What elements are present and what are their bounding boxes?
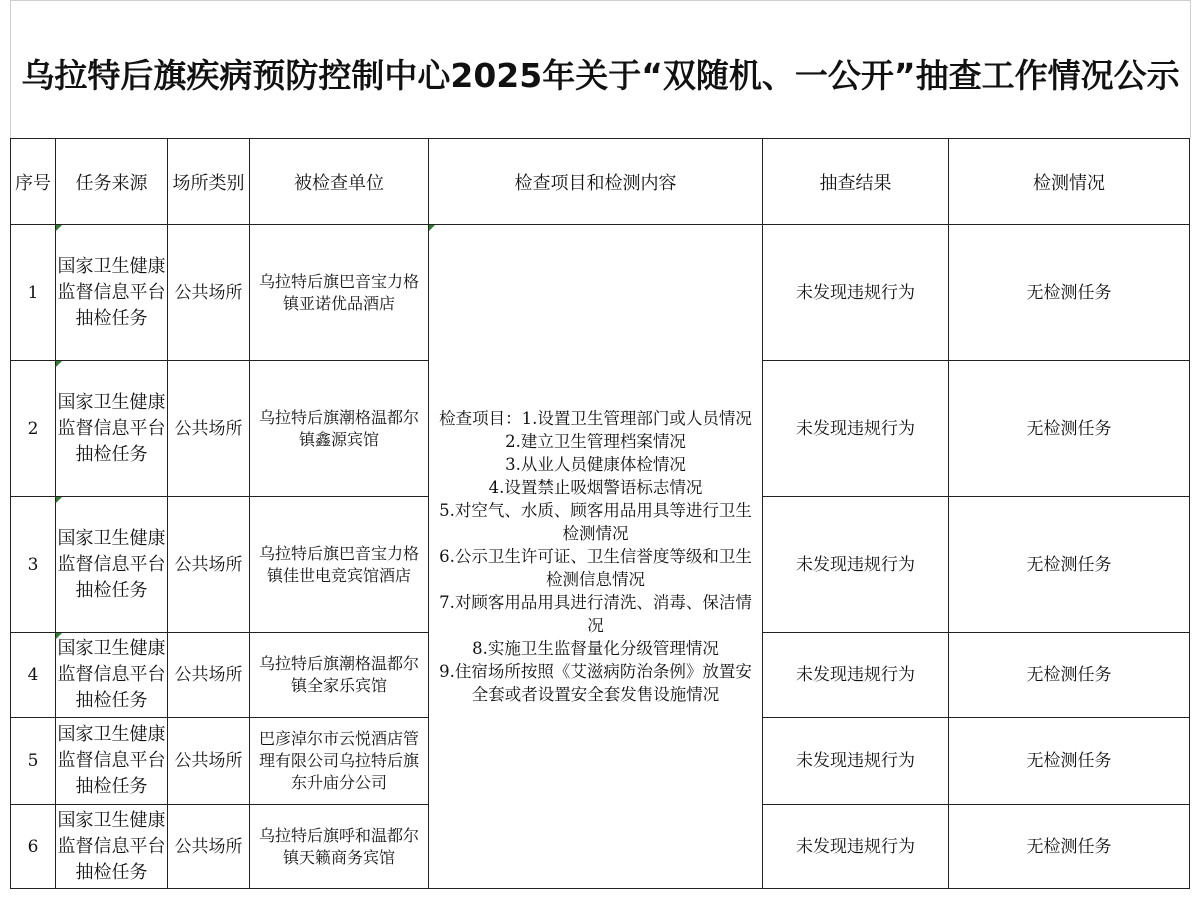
inspection-item: 3.从业人员健康体检情况 bbox=[505, 455, 686, 474]
row-seq: 6 bbox=[11, 805, 56, 889]
row-detection: 无检测任务 bbox=[949, 225, 1190, 361]
row-source bbox=[56, 361, 168, 497]
page-top-border bbox=[10, 0, 1191, 1]
cell-marker-icon bbox=[429, 225, 435, 231]
row-unit bbox=[250, 361, 429, 497]
row-place-type: 公共场所 bbox=[168, 718, 250, 805]
table-row bbox=[11, 225, 1190, 361]
row-unit-text: 乌拉特后旗巴音宝力格镇亚诺优品酒店 bbox=[258, 271, 419, 313]
row-seq: 3 bbox=[11, 497, 56, 633]
header-detection: 检测情况 bbox=[949, 139, 1190, 225]
row-result: 未发现违规行为 bbox=[763, 805, 949, 889]
row-source bbox=[56, 633, 168, 718]
inspection-items-list bbox=[429, 407, 762, 706]
row-source-text: 国家卫生健康监督信息平台抽检任务 bbox=[57, 724, 166, 797]
row-unit-text: 乌拉特后旗巴音宝力格镇佳世电竞宾馆酒店 bbox=[258, 543, 419, 585]
row-source bbox=[56, 805, 168, 889]
inspection-item: 6.公示卫生许可证、卫生信誉度等级和卫生检测信息情况 bbox=[439, 547, 752, 589]
inspection-item: 检查项目：1.设置卫生管理部门或人员情况 bbox=[439, 409, 752, 428]
row-unit-text: 乌拉特后旗潮格温都尔镇全家乐宾馆 bbox=[258, 654, 419, 695]
row-source bbox=[56, 225, 168, 361]
inspection-item: 8.实施卫生监督量化分级管理情况 bbox=[472, 639, 719, 658]
header-items: 检查项目和检测内容 bbox=[429, 139, 763, 225]
row-result: 未发现违规行为 bbox=[763, 225, 949, 361]
row-source bbox=[56, 718, 168, 805]
row-unit bbox=[250, 633, 429, 718]
table-header-row bbox=[11, 139, 1190, 225]
inspection-table bbox=[10, 138, 1190, 889]
cell-marker-icon bbox=[56, 361, 62, 367]
row-detection: 无检测任务 bbox=[949, 805, 1190, 889]
row-source-text: 国家卫生健康监督信息平台抽检任务 bbox=[57, 527, 166, 601]
row-seq: 4 bbox=[11, 633, 56, 718]
row-result: 未发现违规行为 bbox=[763, 633, 949, 718]
header-seq: 序号 bbox=[11, 139, 56, 225]
inspection-item: 7.对顾客用品用具进行清洗、消毒、保洁情况 bbox=[439, 593, 752, 635]
row-unit bbox=[250, 718, 429, 805]
row-place-type: 公共场所 bbox=[168, 361, 250, 497]
row-unit bbox=[250, 225, 429, 361]
row-unit-text: 乌拉特后旗呼和温都尔镇天籁商务宾馆 bbox=[258, 825, 419, 867]
cell-marker-icon bbox=[56, 225, 62, 231]
row-source-text: 国家卫生健康监督信息平台抽检任务 bbox=[57, 255, 166, 329]
row-place-type: 公共场所 bbox=[168, 497, 250, 633]
row-detection: 无检测任务 bbox=[949, 497, 1190, 633]
header-result: 抽查结果 bbox=[763, 139, 949, 225]
row-source-text: 国家卫生健康监督信息平台抽检任务 bbox=[57, 638, 166, 711]
row-result: 未发现违规行为 bbox=[763, 497, 949, 633]
row-source-text: 国家卫生健康监督信息平台抽检任务 bbox=[57, 809, 166, 883]
row-seq: 1 bbox=[11, 225, 56, 361]
row-unit-text: 乌拉特后旗潮格温都尔镇鑫源宾馆 bbox=[258, 407, 419, 449]
row-result: 未发现违规行为 bbox=[763, 361, 949, 497]
row-detection: 无检测任务 bbox=[949, 361, 1190, 497]
inspection-item: 5.对空气、水质、顾客用品用具等进行卫生检测情况 bbox=[439, 501, 752, 543]
inspection-item: 2.建立卫生管理档案情况 bbox=[505, 432, 686, 451]
row-unit-text: 巴彦淖尔市云悦酒店管理有限公司乌拉特后旗东升庙分公司 bbox=[258, 729, 419, 792]
row-seq: 5 bbox=[11, 718, 56, 805]
header-source: 任务来源 bbox=[56, 139, 168, 225]
row-seq: 2 bbox=[11, 361, 56, 497]
document-title: 乌拉特后旗疾病预防控制中心2025年关于“双随机、一公开”抽查工作情况公示 bbox=[21, 56, 1180, 95]
header-place-type: 场所类别 bbox=[168, 139, 250, 225]
cell-marker-icon bbox=[56, 497, 62, 503]
row-unit bbox=[250, 805, 429, 889]
inspection-item: 4.设置禁止吸烟警语标志情况 bbox=[488, 478, 703, 497]
row-place-type: 公共场所 bbox=[168, 225, 250, 361]
row-unit bbox=[250, 497, 429, 633]
inspection-item: 9.住宿场所按照《艾滋病防治条例》放置安全套或者设置安全套发售设施情况 bbox=[439, 662, 752, 704]
header-unit: 被检查单位 bbox=[250, 139, 429, 225]
row-detection: 无检测任务 bbox=[949, 718, 1190, 805]
row-result: 未发现违规行为 bbox=[763, 718, 949, 805]
cell-marker-icon bbox=[56, 633, 62, 639]
row-source bbox=[56, 497, 168, 633]
inspection-items-cell bbox=[429, 225, 763, 889]
row-place-type: 公共场所 bbox=[168, 633, 250, 718]
row-place-type: 公共场所 bbox=[168, 805, 250, 889]
row-detection: 无检测任务 bbox=[949, 633, 1190, 718]
row-source-text: 国家卫生健康监督信息平台抽检任务 bbox=[57, 391, 166, 465]
